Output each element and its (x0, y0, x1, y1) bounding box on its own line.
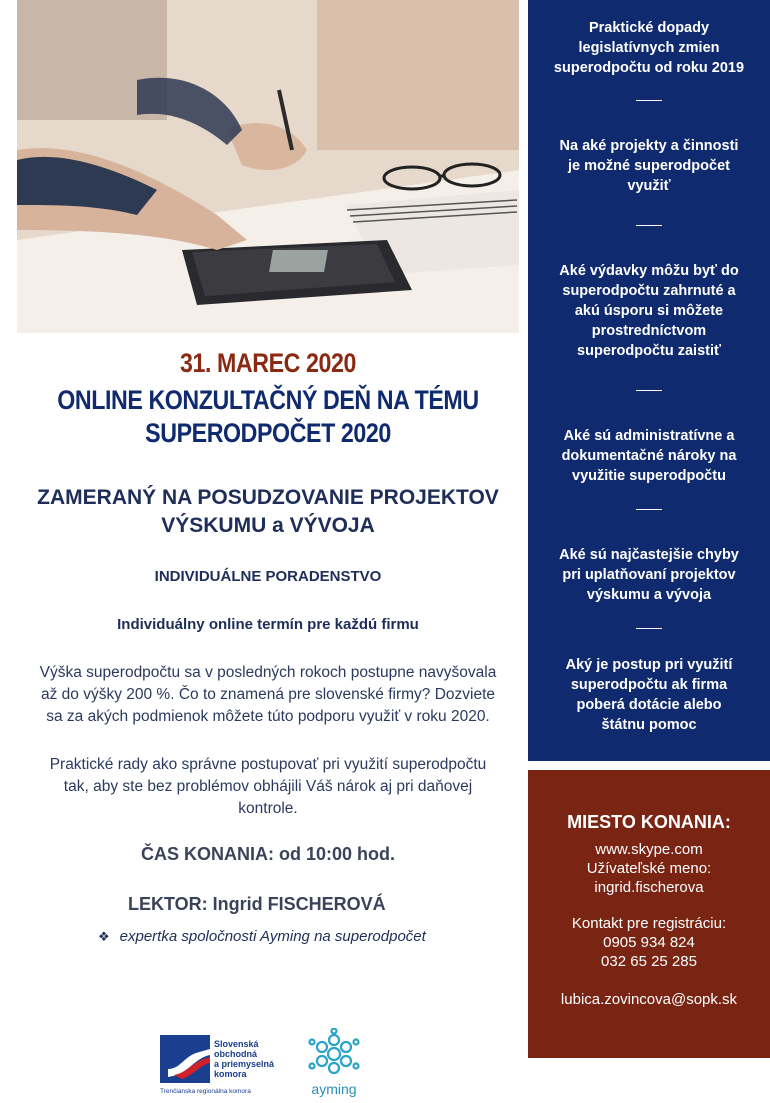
ayming-logo (306, 1028, 362, 1098)
header-photo-calculator (17, 0, 519, 333)
topic-line: Aké výdavky môžu byť do (559, 263, 739, 279)
event-title (52, 384, 484, 450)
contact-phone-2: 032 65 25 285 (601, 953, 697, 970)
topic-line: superodpočtu zaistiť (577, 343, 721, 359)
venue-user: ingrid.fischerova (594, 879, 704, 896)
focus-line: VÝSKUMU a VÝVOJA (161, 514, 375, 537)
topic-item (528, 18, 770, 78)
paragraph-line: Praktické rady ako správne postupovať pri využití superodpočtu (49, 756, 487, 773)
lector-note-text: expertka spoločnosti Ayming na superodpočet (119, 928, 426, 945)
ayming-logo-text: ayming (311, 1081, 357, 1097)
topic-line: legislatívnych zmien (578, 40, 720, 56)
paragraph-line: Výška superodpočtu sa v posledných rokoch postupne navyšovala (39, 664, 497, 681)
topic-line: Na aké projekty a činnosti (559, 138, 739, 154)
topic-line: dokumentačné nároky na (561, 448, 737, 464)
venue-user-label: Užívateľské meno: (586, 860, 712, 877)
topic-line: Aký je postup pri využití (565, 657, 733, 673)
sopk-logo-text: komora (214, 1069, 247, 1079)
paragraph-line: tak, aby ste bez problémov obhájili Váš nárok aj pri daňovej (63, 778, 473, 795)
online-term-text: Individuálny online termín pre každú firmu (117, 616, 419, 633)
venue-panel (528, 770, 770, 1058)
topic-line: superodpočtu od roku 2019 (553, 60, 745, 76)
advice-heading: INDIVIDUÁLNE PORADENSTVO (154, 568, 382, 585)
topic-line: využitie superodpočtu (572, 468, 726, 484)
topic-line: výskumu a vývoja (586, 587, 712, 603)
topic-separator (636, 225, 662, 226)
paragraph-line: až do výšky 200 %. Čo to znamená pre slovenské firmy? Dozviete (40, 686, 495, 703)
contact-phone-1: 0905 934 824 (603, 934, 695, 951)
paragraph-line: kontrole. (238, 800, 298, 817)
topic-separator (636, 509, 662, 510)
topic-line: superodpočtu zahrnuté a (562, 283, 736, 299)
sopk-logo-mark (160, 1035, 300, 1095)
venue-site-link[interactable]: www.skype.com (595, 841, 703, 858)
topic-line: akú úsporu si môžete (574, 303, 724, 319)
topic-line: pri uplatňovaní projektov (562, 567, 736, 583)
topic-item (528, 655, 770, 735)
topic-line: je možné superodpočet (568, 158, 730, 174)
topics-panel (528, 0, 770, 761)
contact-label: Kontakt pre registráciu: (571, 915, 727, 932)
topic-item (528, 426, 770, 486)
topic-item (528, 545, 770, 605)
advice-paragraph (17, 754, 519, 820)
topic-line: poberá dotácie alebo (576, 697, 722, 713)
event-title-line: SUPERODPOČET 2020 (145, 418, 391, 448)
topic-line: Aké sú najčastejšie chyby (559, 547, 739, 563)
event-title-line: ONLINE KONZULTAČNÝ DEŇ NA TÉMU (57, 385, 479, 415)
sopk-logo-text: Slovenská (214, 1039, 259, 1049)
event-focus (17, 484, 519, 540)
topic-separator (636, 390, 662, 391)
venue-title: MIESTO KONANIA: (567, 812, 731, 832)
topic-item (528, 261, 770, 361)
topic-item (528, 136, 770, 196)
diamond-bullet-icon: ❖ (98, 929, 110, 944)
ayming-snowflake-icon (306, 1028, 362, 1098)
event-time: ČAS KONANIA: od 10:00 hod. (140, 844, 395, 864)
topic-separator (636, 628, 662, 629)
topic-line: využiť (627, 178, 671, 194)
sopk-logo-text: obchodná (214, 1049, 257, 1059)
topic-line: Praktické dopady (588, 20, 710, 36)
sopk-logo (160, 1035, 300, 1095)
topic-line: prostredníctvom (591, 323, 707, 339)
lector-name: LEKTOR: Ingrid FISCHEROVÁ (128, 894, 386, 914)
topic-line: štátnu pomoc (601, 717, 697, 733)
calculator-photo-illustration (17, 0, 519, 333)
focus-line: ZAMERANÝ NA POSUDZOVANIE PROJEKTOV (37, 486, 499, 509)
contact-email-link[interactable]: lubica.zovincova@sopk.sk (560, 991, 738, 1008)
lector-note (98, 928, 426, 945)
paragraph-line: sa za akých podmienok môžete túto podporu využiť v roku 2020. (46, 708, 490, 725)
topic-line: Aké sú administratívne a (563, 428, 735, 444)
sopk-logo-subtitle: Trenčianska regionálna komora (160, 1088, 251, 1095)
sopk-logo-text: a priemyselná (214, 1059, 275, 1069)
event-date: 31. MAREC 2020 (180, 348, 356, 378)
topic-separator (636, 100, 662, 101)
topic-line: superodpočtu ak firma (570, 677, 728, 693)
intro-paragraph (17, 662, 519, 728)
